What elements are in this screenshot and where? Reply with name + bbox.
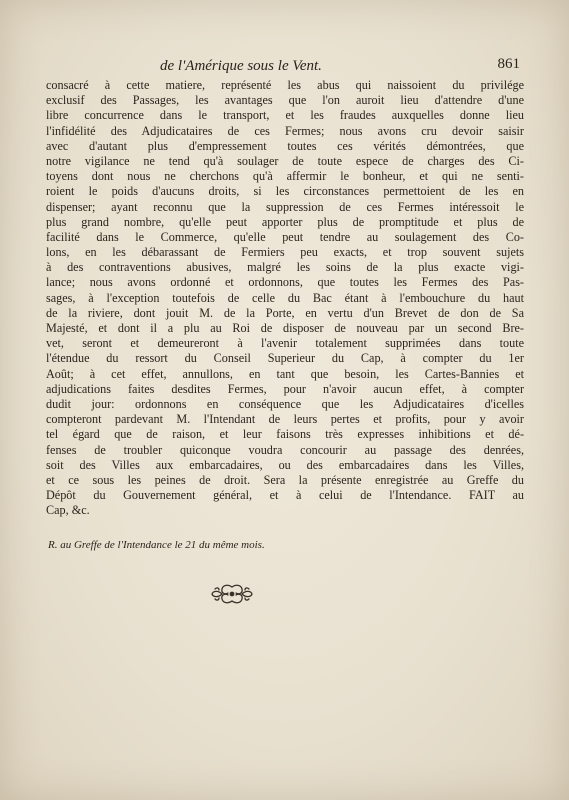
- text-line: dispenser; ayant reconnu que la suppression de ces Fermes intéressoit le: [46, 199, 524, 214]
- page-number: 861: [497, 56, 520, 72]
- text-line: consacré à cette matiere, représenté les abus qui naissoient du privilége: [46, 78, 524, 92]
- text-line: l'infidélité des Adjudicataires de ces Fermes; nous avons cru devoir saisir: [46, 123, 524, 138]
- registry-note: R. au Greffe de l'Intendance le 21 du même mois.: [48, 539, 265, 551]
- text-line: vet, seront et demeureront à l'avenir totalement supprimées dans toute: [46, 336, 524, 351]
- text-line: soit des Villes aux embarcadaires, ou des embarcadaires dans les Villes,: [46, 457, 524, 472]
- text-line: tel égard que de raison, et leur faisons très expresses inhibitions et dé-: [46, 427, 524, 442]
- text-line: compteront pardevant M. l'Intendant de leurs pertes et profits, pour y avoir: [46, 412, 524, 427]
- text-line: et ce sous les peines de droit. Sera la présente enregistrée au Greffe du: [46, 472, 524, 487]
- text-line: plus grand nombre, qu'elle peut apporter plus de promptitude et plus de: [46, 214, 524, 229]
- text-line: notre vigilance ne tend qu'à soulager de toute espece de charges des Ci-: [46, 153, 524, 168]
- text-line: l'étendue du ressort du Conseil Superieur du Cap, à compter du 1er: [46, 351, 524, 366]
- text-line: lons, en les débarassant de Fermiers peu exacts, et trop souvent sujets: [46, 245, 524, 260]
- text-line: de la riviere, dont jouit M. de la Porte, en vertu d'un Brevet de don de Sa: [46, 305, 524, 320]
- text-line: à des contraventions abusives, malgré les soins de la plus exacte vigi-: [46, 260, 524, 275]
- running-title: de l'Amérique sous le Vent.: [160, 58, 322, 74]
- text-line: Dépôt du Gouvernement général, et à celui de l'Intendance. FAIT au: [46, 488, 524, 503]
- text-line: toyens dont nous ne cherchons qu'à affermir le bonheur, et qui ne senti-: [46, 169, 524, 184]
- text-line: facilité dans le Commerce, qu'elle peut tendre au soulagement des Co-: [46, 229, 524, 244]
- text-line: exclusif des Passages, les avantages que l'on auroit lieu d'attendre d'une: [46, 93, 524, 108]
- text-line: adjudications faites desdites Fermes, pour n'avoir aucun effet, à compter: [46, 381, 524, 396]
- text-line: avec d'autant plus d'empressement toutes ces vérités démontrées, que: [46, 138, 524, 153]
- text-line: dudit jour: ordonnons en conséquence que les Adjudicataires d'icelles: [46, 396, 524, 411]
- text-line: Août; à cet effet, annullons, en tant que besoin, les Cartes-Bannies et: [46, 366, 524, 381]
- text-line: sages, à l'exception toutefois de celle du Bac étant à l'embouchure du haut: [46, 290, 524, 305]
- floral-vignette-icon: [209, 583, 255, 605]
- body-text: [46, 78, 524, 518]
- text-line: Cap, &c.: [46, 503, 90, 518]
- text-line: roient le poids d'aucuns droits, si les circonstances permettoient de les en: [46, 184, 524, 199]
- text-line: lance; nous avons ordonné et ordonnons, que toutes les Fermes des Pas-: [46, 275, 524, 290]
- text-line: Majesté, et dont il a plu au Roi de disposer de nouveau par un second Bre-: [46, 321, 524, 335]
- text-line: libre concurrence dans le transport, et les fraudes auxquelles donne lieu: [46, 108, 524, 123]
- text-line: fenses de troubler quiconque voudra concourir au passage des denrées,: [46, 442, 524, 457]
